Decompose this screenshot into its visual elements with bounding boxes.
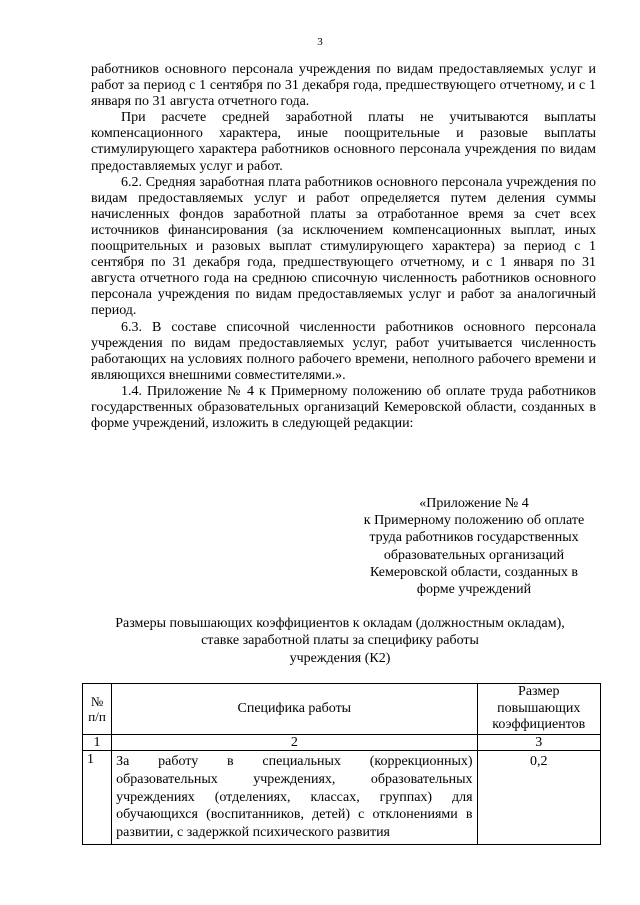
index-cell: 2 [112, 735, 477, 751]
appendix-line: «Приложение № 4 [419, 496, 529, 511]
page-number: 3 [317, 36, 323, 48]
table-title-line: ставке заработной платы за специфику работы [201, 633, 479, 649]
table-header-row [83, 684, 601, 735]
header-specifics: Специфика работы [112, 684, 477, 735]
table-title [60, 615, 620, 667]
table-title-line: Размеры повышающих коэффициентов к окладам (должностным окладам), [115, 616, 565, 631]
header-number: № п/п [83, 684, 112, 735]
row-specifics: За работу в специальных (коррекционных) образовательных учреждениях, образовательных учреждениях (отделениях, классах, группах) для обучающихся (воспитанников, детей) с отклонениями в развитии, с задержкой психического развития [112, 751, 477, 845]
header-coefficient: Размер повышающих коэффициентов [477, 684, 600, 735]
table-index-row [83, 735, 601, 751]
paragraph-6-2: 6.2. Средняя заработная плата работников основного персонала учреждения по видам предоставляемых услуг и работ определяется путем деления суммы начисленных фондов заработной платы за отработанное время за счет всех источников финансирования (за исключением компенсационных выплат, иных поощрительных и разовых выплат стимулирующего характера) за период с 1 сентября по 31 декабря года, предшествующего отчетному, и с 1 января по 31 августа отчетного года на среднюю списочную численность работников основного персонала учреждения по видам предоставляемых услуг и работ за аналогичный период. [91, 174, 596, 319]
table-row [83, 751, 601, 845]
appendix-line: образовательных организаций [383, 547, 565, 563]
paragraph-1: работников основного персонала учреждения по видам предоставляемых услуг и работ за период с 1 сентября по 31 декабря года, предшествующего отчетному, и с 1 января по 31 августа отчетного года. [91, 62, 596, 110]
appendix-line: форме учреждений [416, 582, 532, 598]
row-coefficient: 0,2 [477, 751, 600, 845]
paragraph-2: При расчете средней заработной платы не учитываются выплаты компенсационного характера, иные поощрительные и разовые выплаты стимулирующего характера работников основного персонала учреждения по видам предоставляемых услуг и работ. [91, 110, 596, 174]
index-cell: 1 [83, 735, 112, 751]
row-number: 1 [83, 751, 112, 845]
document-body [91, 62, 596, 432]
appendix-line: к Примерному положению об оплате [363, 513, 585, 529]
index-cell: 3 [477, 735, 600, 751]
table-title-line: учреждения (К2) [289, 650, 391, 666]
appendix-header [340, 495, 608, 598]
paragraph-1-4: 1.4. Приложение № 4 к Примерному положению об оплате труда работников государственных образовательных организаций Кемеровской области, созданных в форме учреждений, изложить в следующей редакции: [91, 383, 596, 432]
paragraph-6-3: 6.3. В составе списочной численности работников основного персонала учреждения по видам предоставляемых услуг, работ учитывается численность работающих на условиях полного рабочего времени, неполного рабочего времени и являющихся внешними совместителями.». [91, 319, 596, 383]
appendix-line: Кемеровской области, созданных в [369, 564, 579, 580]
coefficients-table [82, 683, 601, 845]
appendix-line: труда работников государственных [369, 530, 579, 546]
